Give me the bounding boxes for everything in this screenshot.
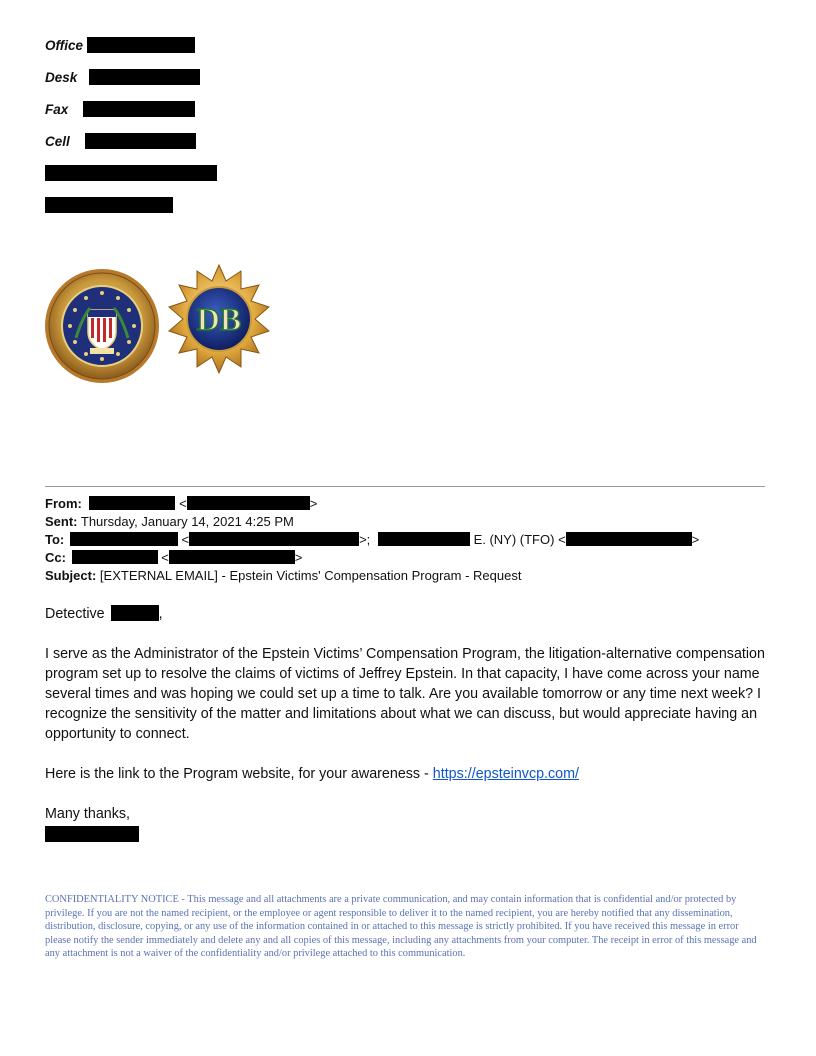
office-label: Office: [45, 38, 84, 53]
signature-redaction-line-2: [45, 197, 173, 213]
from-name-redaction: [89, 496, 175, 510]
fax-redaction: [83, 101, 195, 117]
to-email-redaction-1: [189, 532, 359, 546]
to-name-redaction-1: [70, 532, 178, 546]
sent-value: Thursday, January 14, 2021 4:25 PM: [80, 514, 294, 529]
link-intro: Here is the link to the Program website, for your awareness -: [45, 766, 433, 782]
subject-line: [45, 567, 521, 585]
cell-label: Cell: [45, 134, 70, 149]
cell-redaction: [85, 133, 196, 149]
to-email-redaction-2: [566, 532, 692, 546]
to-name-redaction-2: [378, 532, 470, 546]
cc-label: Cc:: [45, 550, 66, 565]
closing: Many thanks,: [45, 806, 131, 822]
fax-label: Fax: [45, 102, 69, 117]
cc-name-redaction: [72, 550, 158, 564]
office-redaction: [87, 37, 195, 53]
cc-line: Cc: < >: [45, 550, 303, 565]
program-website-link[interactable]: https://epsteinvcp.com/: [432, 766, 579, 782]
from-email-redaction: [187, 496, 310, 510]
db-badge-icon: [163, 263, 275, 375]
sent-line: [45, 513, 294, 531]
cc-email-redaction: [169, 550, 295, 564]
email-divider: [45, 486, 765, 487]
link-paragraph: [45, 764, 765, 784]
from-label: From:: [45, 496, 82, 511]
to-name-suffix: E. (NY) (TFO): [473, 532, 555, 547]
subject-value: [EXTERNAL EMAIL] - Epstein Victims' Compensation Program - Request: [99, 568, 522, 583]
desk-label: Desk: [45, 70, 78, 85]
salutation-prefix: Detective: [45, 606, 105, 622]
desk-redaction: [89, 69, 200, 85]
sender-signature-redaction: [45, 826, 139, 842]
to-line: To: < >; E. (NY) (TFO) < >: [45, 532, 700, 547]
detective-name-redaction: [111, 605, 159, 621]
from-line: From: < >: [45, 496, 318, 511]
sent-label: Sent:: [45, 514, 78, 529]
body-paragraph-1: I serve as the Administrator of the Epstein Victims’ Compensation Program, the litigation-alternative compensation program set up to resolve the claims of victims of Jeffrey Epstein. In that capacity, I have come across your name several times and was hoping we could set up a time to talk. Are you available tomorrow or any time next week? I recognize the sensitivity of the matter and limitations about what we can discuss, but would appreciate having an opportunity to connect.: [45, 646, 765, 742]
subject-label: Subject:: [45, 568, 97, 583]
signature-redaction-line-1: [45, 165, 217, 181]
confidentiality-notice: CONFIDENTIALITY NOTICE - This message and all attachments are a private communication, and may contain information that is confidential and/or protected by privilege. If you are not the named recipient, or the employee or agent responsible to deliver it to the named recipient, you are hereby notified that any dissemination, distribution, disclosure, copying, or any use of the information contained in or attached to this message is strictly prohibited. If you have received this message in error please notify the sender immediately and delete any and all copies of this message, including any attachments from your computer. The receipt in error of this message and any attachment is not a waiver of the confidentiality and/or privilege attached to this communication.: [45, 894, 757, 960]
to-label: To:: [45, 532, 65, 547]
salutation: Detective ,: [45, 606, 163, 622]
fbi-seal-icon: [44, 268, 160, 384]
svg-text:DB: DB: [196, 301, 242, 337]
